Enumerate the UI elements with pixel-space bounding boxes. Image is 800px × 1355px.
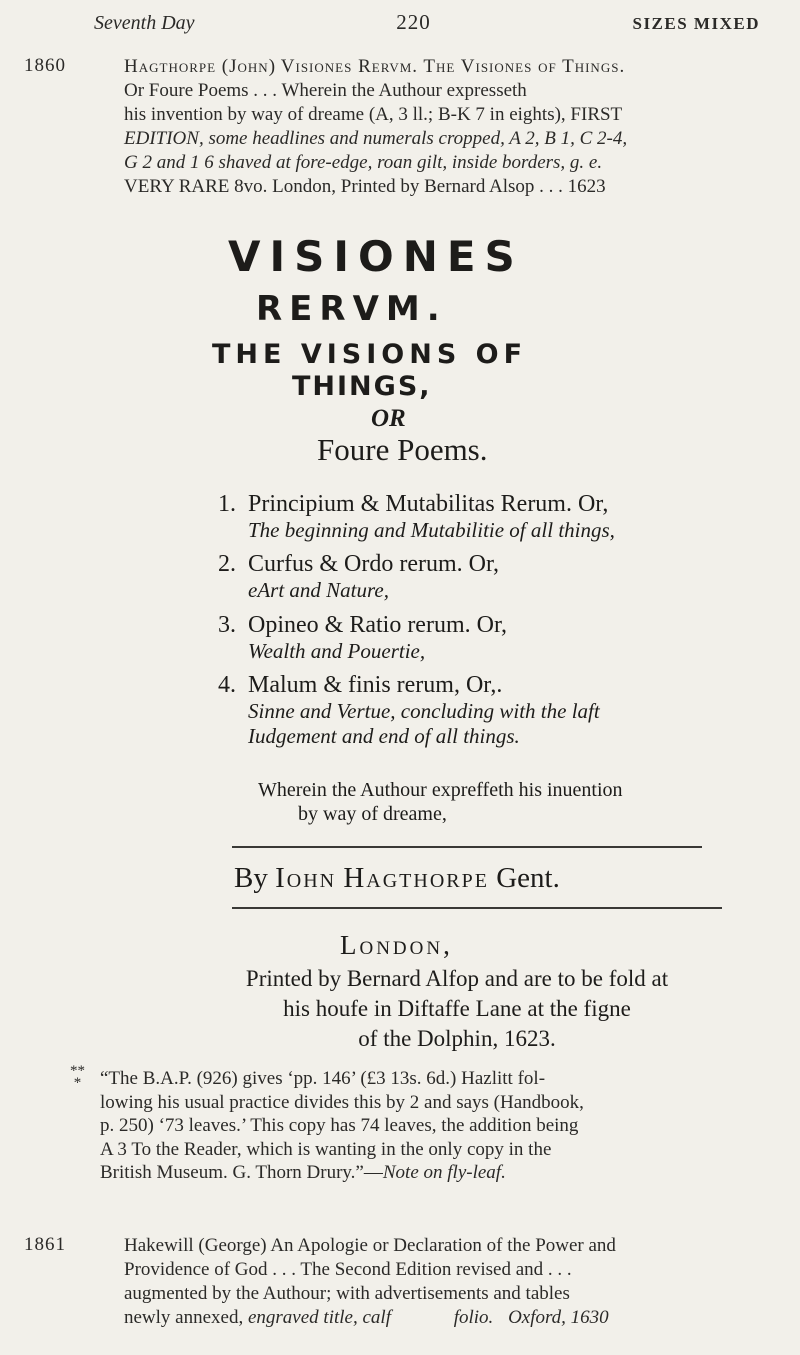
poem-english: Iudgement and end of all things.: [248, 724, 520, 748]
tp-things: THINGS,: [292, 371, 432, 402]
entry-line: [124, 1306, 778, 1330]
note-line: lowing his usual practice divides this by 2 and says (Handbook,: [100, 1091, 584, 1113]
entry-format: folio.: [453, 1307, 494, 1328]
byline-surname: Hagthorpe: [343, 862, 489, 894]
poem-latin: Principium & Mutabilitas Rerum. Or,: [248, 491, 609, 517]
byline-by: By: [234, 862, 268, 894]
note-source: Note on fly-leaf.: [382, 1162, 506, 1183]
note-asterisks: ** *: [70, 1063, 85, 1091]
entry-line: EDITION, some headlines and numerals cropped, A 2, B 1, C 2-4,: [124, 128, 628, 149]
entry-line: his invention by way of dreame (A, 3 ll.; B-K 7 in eights), FIRST: [124, 104, 623, 125]
poem-item: [218, 551, 499, 603]
entry-author: Hagthorpe (John): [124, 56, 277, 77]
catalogue-entry-1860: [24, 55, 778, 199]
tp-the-visions-of: THE VISIONS OF: [212, 339, 528, 370]
entry-line: Or Foure Poems . . . Wherein the Authour expresseth: [124, 80, 527, 101]
entry-line: Hakewill (George) An Apologie or Declaration of the Power and: [124, 1235, 616, 1256]
note-text: British Museum. G. Thorn Drury.”—: [100, 1162, 383, 1183]
tp-visiones: VISIONES: [228, 232, 524, 281]
tp-rule-top: [232, 846, 702, 848]
poem-number: 3.: [218, 612, 236, 638]
poem-latin: Malum & finis rerum, Or,.: [248, 672, 503, 698]
poem-item: [218, 612, 507, 664]
poem-number: 4.: [218, 672, 236, 698]
running-head-right: SIZES MIXED: [632, 14, 760, 33]
imprint-line: of the Dolphin, 1623.: [358, 1026, 556, 1051]
entry-line: augmented by the Authour; with advertisements and tables: [124, 1283, 570, 1304]
tp-wherein: [258, 778, 688, 826]
running-head-left: Seventh Day: [94, 12, 195, 34]
entry-line: VERY RARE 8vo. London, Printed by Bernard Alsop . . . 1623: [124, 176, 606, 197]
poem-item: [218, 672, 600, 749]
tp-rervm: RERVM.: [256, 289, 447, 329]
tp-foure-poems: Foure Poems.: [317, 432, 488, 467]
page-number: 220: [396, 10, 431, 34]
tp-or: OR: [371, 405, 406, 432]
entry-line: G 2 and 1 6 shaved at fore-edge, roan gilt, inside borders, g. e.: [124, 152, 603, 173]
note-line: A 3 To the Reader, which is wanting in the only copy in the: [100, 1138, 552, 1160]
tp-imprint: [232, 964, 682, 1054]
tp-london: London,: [340, 930, 453, 960]
byline-first: Iohn: [275, 862, 337, 894]
poem-english: eArt and Nature,: [248, 578, 389, 602]
poem-latin: Opineo & Ratio rerum. Or,: [248, 612, 507, 638]
tp-wherein-line: by way of dreame,: [298, 803, 447, 825]
entry-imprint: Oxford, 1630: [508, 1307, 609, 1328]
entry-title: Visiones Rervm. The Visiones of Things.: [280, 56, 626, 77]
entry-binding: engraved title, calf: [247, 1307, 391, 1328]
tp-wherein-line: Wherein the Authour expreffeth his inuention: [258, 779, 623, 801]
entry-line: Providence of God . . . The Second Edition revised and . . .: [124, 1259, 572, 1280]
catalogue-entry-1861: [24, 1234, 778, 1330]
entry-description: [124, 1234, 778, 1330]
lot-number: 1860: [24, 55, 66, 76]
note-line: p. 250) ‘73 leaves.’ This copy has 74 leaves, the addition being: [100, 1115, 579, 1136]
note-line: “The B.A.P. (926) gives ‘pp. 146’ (£3 13s. 6d.) Hazlitt fol-: [100, 1068, 546, 1089]
lot-number: 1861: [24, 1234, 66, 1255]
tp-byline: [234, 862, 560, 895]
entry-text: newly annexed,: [124, 1307, 244, 1328]
entry-description: [124, 55, 778, 199]
poem-item: [218, 491, 615, 543]
note-line: [100, 1161, 780, 1185]
poem-number: 2.: [218, 551, 236, 577]
entry-note: [70, 1063, 780, 1185]
poem-latin: Curfus & Ordo rerum. Or,: [248, 551, 499, 577]
page-header: [94, 10, 760, 36]
poem-english: Wealth and Pouertie,: [248, 639, 426, 663]
byline-gent: Gent.: [496, 862, 560, 894]
poem-english: Sinne and Vertue, concluding with the laft: [248, 699, 600, 723]
entry-line: [124, 55, 778, 79]
poem-english: The beginning and Mutabilitie of all things,: [248, 518, 615, 542]
imprint-line: his houfe in Diftaffe Lane at the figne: [283, 996, 631, 1021]
tp-rule-bottom: [232, 907, 722, 909]
poem-number: 1.: [218, 491, 236, 517]
imprint-line: Printed by Bernard Alfop and are to be fold at: [245, 966, 669, 991]
